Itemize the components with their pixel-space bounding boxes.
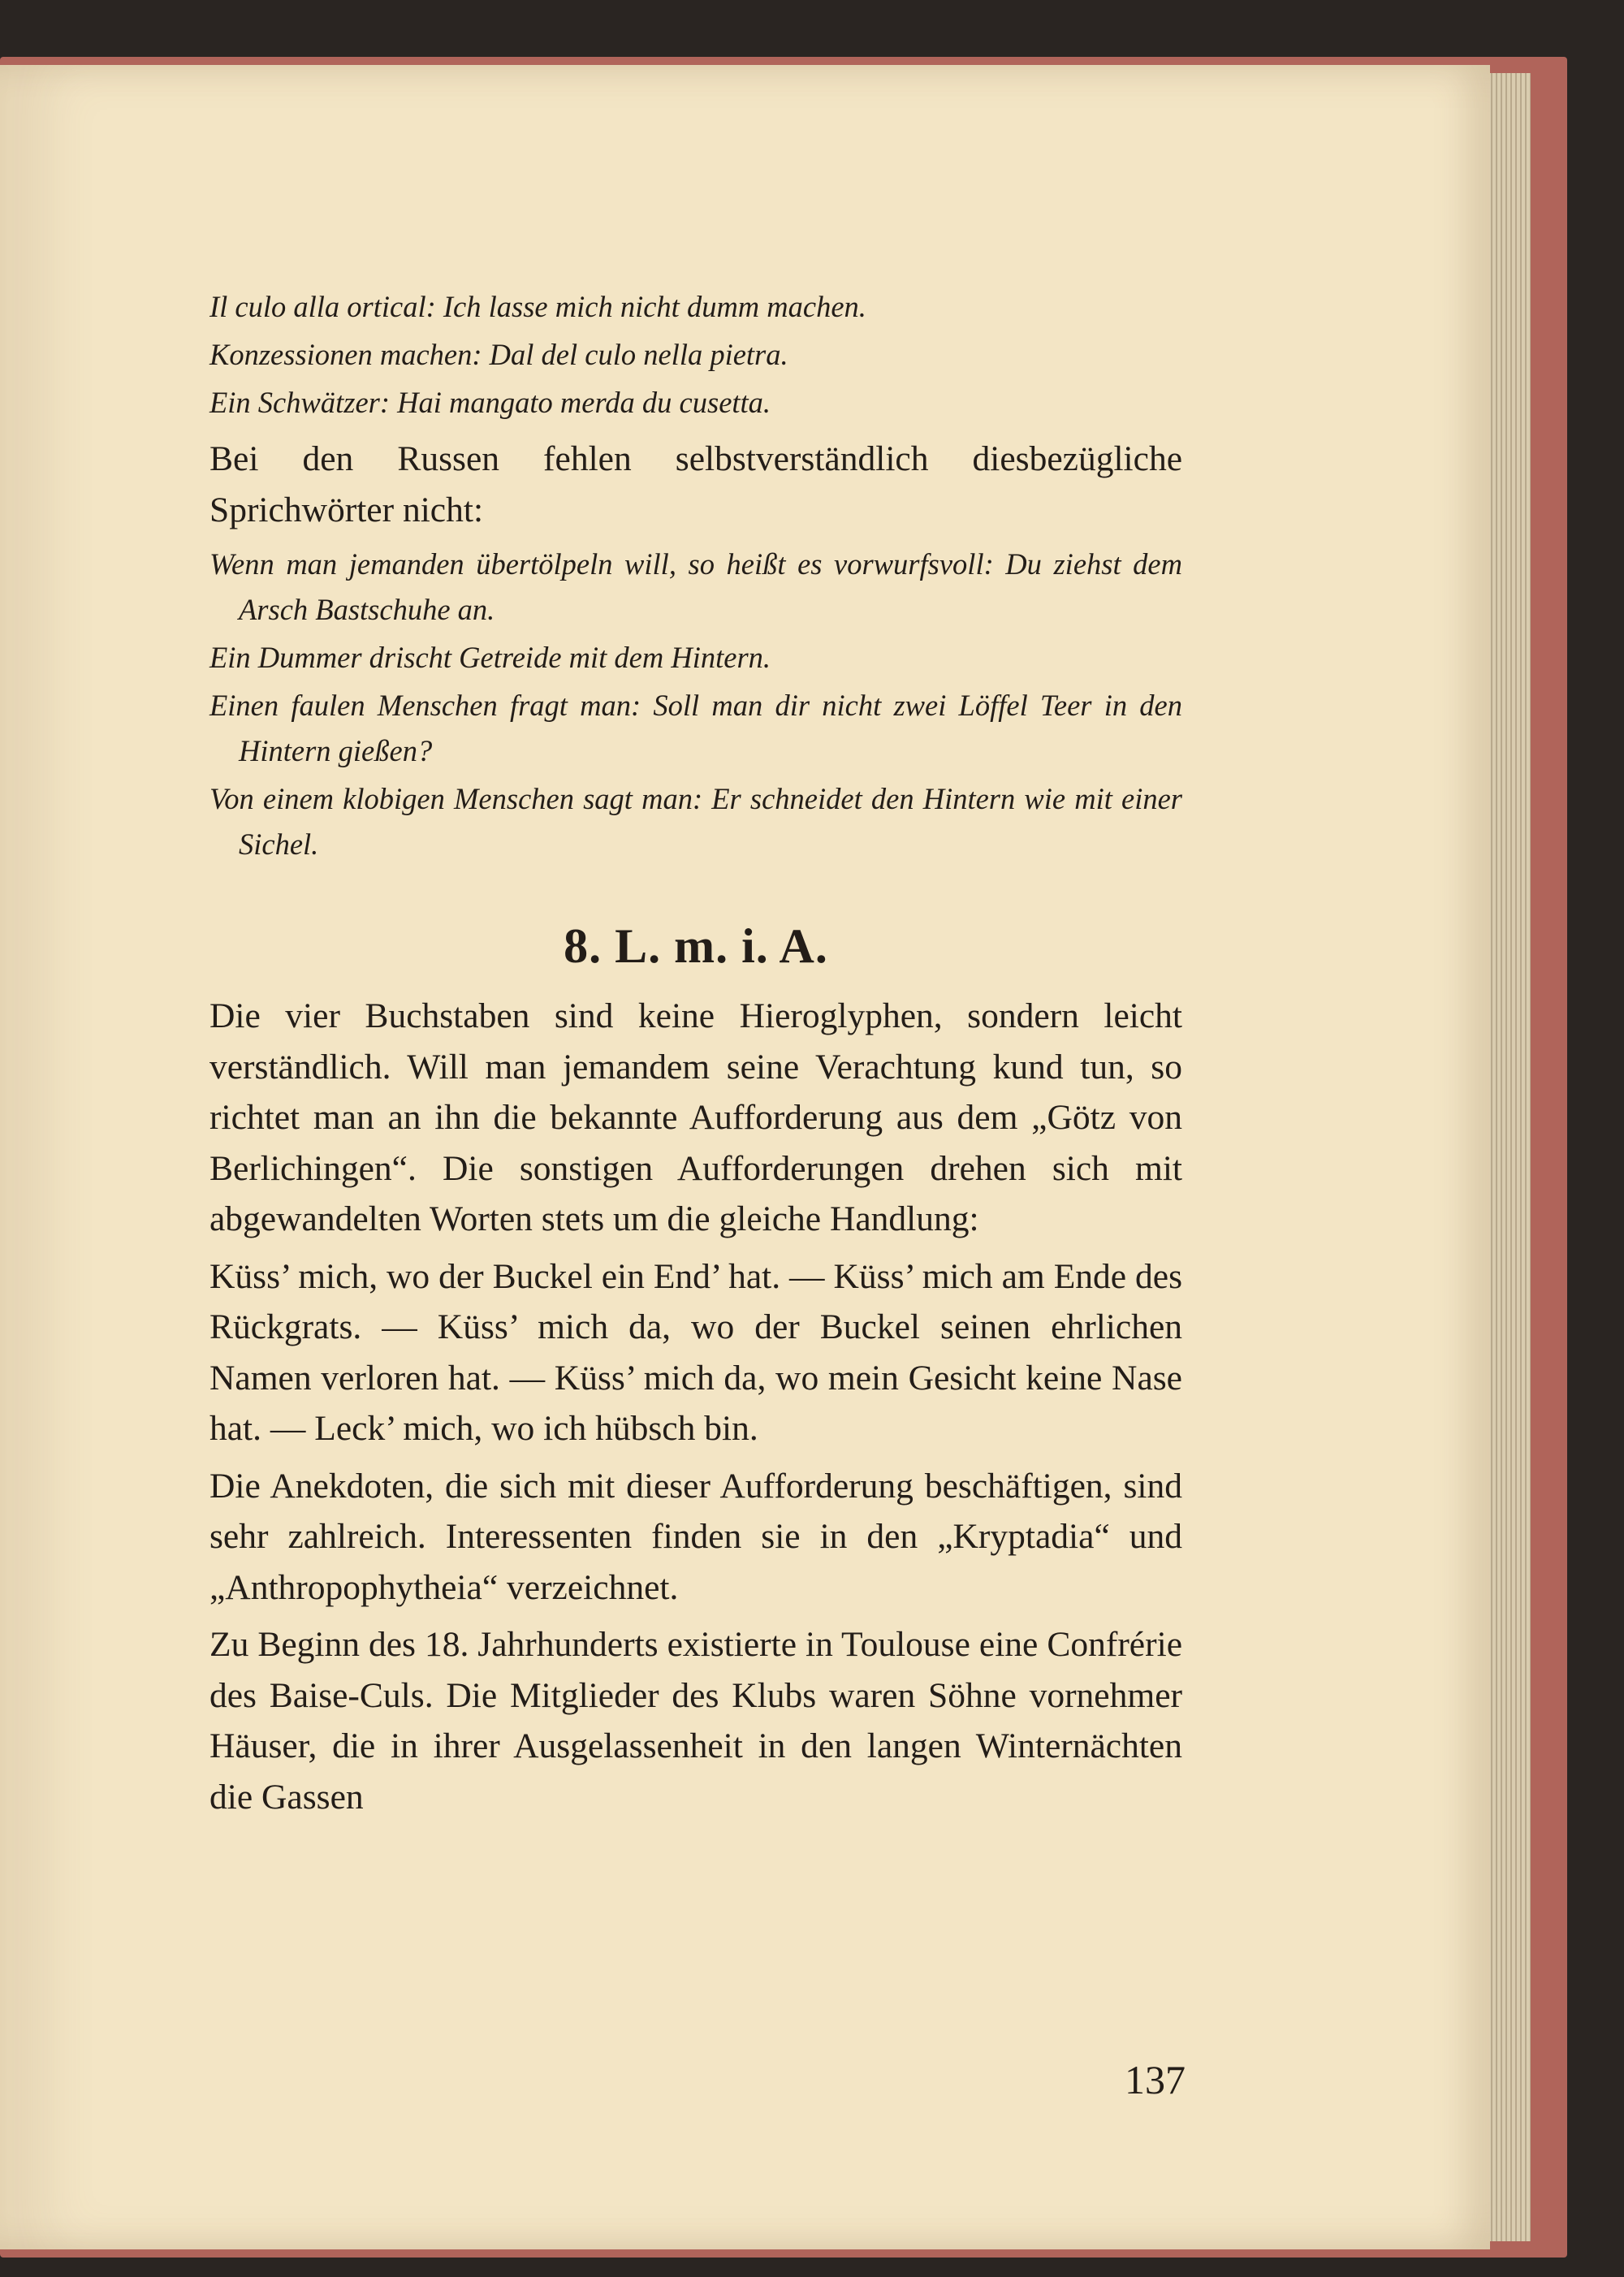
russian-proverb: Wenn man jemanden übertölpeln will, so heißt es vorwurfsvoll: Du ziehst dem Arsch Bastschuhe an. xyxy=(209,547,1182,626)
body-paragraph: Küss’ mich, wo der Buckel ein End’ hat. — Küss’ mich am Ende des Rückgrats. — Küss’ mich da, wo der Buckel seinen ehrlichen Namen verloren hat. — Küss’ mich da, wo mein Gesicht keine Nase hat. — Leck’ mich, wo ich hübsch bin. xyxy=(209,1256,1182,1448)
body-paragraph: Die Anekdoten, die sich mit dieser Aufforderung beschäftigen, sind sehr zahlreich. Interessenten finden sie in den „Kryptadia“ und „Anthropophytheia“ verzeichnet. xyxy=(209,1466,1182,1607)
italian-proverb: Ein Schwätzer: Hai mangato merda du cusetta. xyxy=(209,386,771,419)
russian-proverb: Einen faulen Menschen fragt man: Soll man dir nicht zwei Löffel Teer in den Hintern gießen? xyxy=(209,689,1182,767)
section-heading: 8. L. m. i. A. xyxy=(564,919,828,973)
russian-intro: Bei den Russen fehlen selbstverständlich diesbezügliche Sprichwörter nicht: xyxy=(209,439,1182,529)
book-page xyxy=(0,65,1490,2249)
italian-proverb: Il culo alla ortical: Ich lasse mich nicht dumm machen. xyxy=(209,290,866,323)
body-paragraph: Zu Beginn des 18. Jahrhunderts existierte in Toulouse eine Confrérie des Baise-Culs. Die Mitglieder des Klubs waren Söhne vornehmer Häuser, die in ihrer Ausgelassenheit in den langen Winternächten die Gassen xyxy=(209,1625,1182,1817)
body-paragraph: Die vier Buchstaben sind keine Hieroglyphen, sondern leicht verständlich. Will man jemandem seine Verachtung kund tun, so richtet man an ihn die bekannte Aufforderung aus dem „Götz von Berlichingen“. Die sonstigen Aufforderungen drehen sich mit abgewandelten Worten stets um die gleiche Handlung: xyxy=(209,996,1182,1238)
page-text xyxy=(209,284,1182,1829)
page-number: 137 xyxy=(1125,2057,1186,2102)
russian-proverb: Ein Dummer drischt Getreide mit dem Hintern. xyxy=(209,641,771,674)
italian-proverb: Konzessionen machen: Dal del culo nella pietra. xyxy=(209,338,788,371)
russian-proverb: Von einem klobigen Menschen sagt man: Er schneidet den Hintern wie mit einer Sichel. xyxy=(209,782,1182,861)
